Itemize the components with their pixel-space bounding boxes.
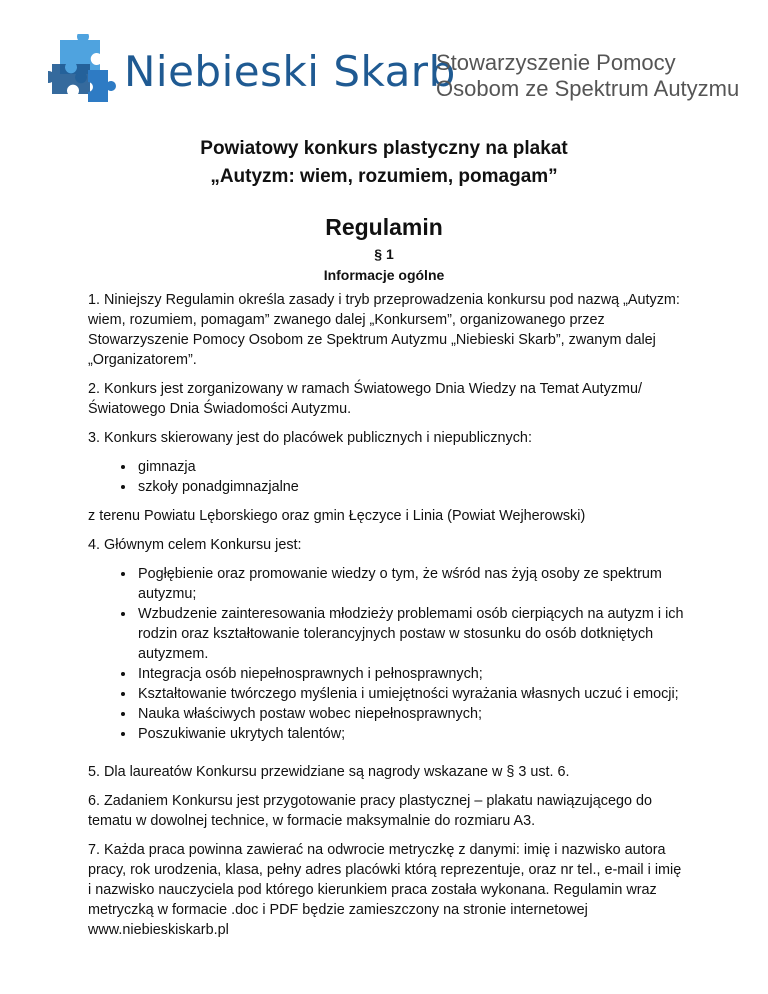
paragraph-2: 2. Konkurs jest zorganizowany w ramach Światowego Dnia Wiedzy na Temat Autyzmu/Światowego Dnia Świadomości Autyzmu. xyxy=(88,381,643,417)
section-title: Informacje ogólne xyxy=(323,267,445,283)
document-heading: Regulamin xyxy=(325,214,443,240)
list-item: • szkoły ponadgimnazjalne xyxy=(136,477,688,497)
section-number: § 1 xyxy=(374,246,394,262)
logo-subtitle xyxy=(436,50,739,102)
section-header xyxy=(0,244,768,286)
document-body xyxy=(88,290,688,949)
list-item: • Wzbudzenie zainteresowania młodzieży problemami osób cierpiących na autyzm i ich rodzin oraz kształtowanie tolerancyjnych postaw w stosunku do osób dotkniętych autyzmem. xyxy=(136,604,688,664)
document-title-line-2: „Autyzm: wiem, rozumiem, pomagam” xyxy=(210,166,558,187)
list-item: • Integracja osób niepełnosprawnych i pełnosprawnych; xyxy=(136,664,688,684)
logo-subtitle-line-1: Stowarzyszenie Pomocy xyxy=(436,50,676,75)
document-title-line-1: Powiatowy konkurs plastyczny na plakat xyxy=(200,138,568,159)
logo-name: Niebieski Skarb xyxy=(124,47,456,96)
target-list xyxy=(88,457,688,497)
title-block xyxy=(0,135,768,241)
goals-list xyxy=(88,564,688,744)
list-item: • Kształtowanie twórczego myślenia i umiejętności wyrażania własnych uczuć i emocji; xyxy=(136,684,688,704)
paragraph-7: 7. Każda praca powinna zawierać na odwrocie metryczkę z danymi: imię i nazwisko autora pracy, rok urodzenia, klasa, pełny adres placówki którą reprezentuje, oraz nr tel., e-mail i imię i nazwisko nauczyciela pod którego kierunkiem praca została wykonana. Regulamin wraz metryczką w formacie .doc i PDF będzie zamieszczony na stronie internetowej www.niebieskiskarb.pl xyxy=(88,842,682,938)
paragraph-3: 3. Konkurs skierowany jest do placówek publicznych i niepublicznych: xyxy=(88,430,532,446)
logo-subtitle-line-2: Osobom ze Spektrum Autyzmu xyxy=(436,76,740,101)
list-item: • Nauka właściwych postaw wobec niepełnosprawnych; xyxy=(136,704,688,724)
paragraph-4: 4. Głównym celem Konkursu jest: xyxy=(88,537,302,553)
paragraph-3-after: z terenu Powiatu Lęborskiego oraz gmin Łęczyce i Linia (Powiat Wejherowski) xyxy=(88,508,586,524)
paragraph-5: 5. Dla laureatów Konkursu przewidziane są nagrody wskazane w § 3 ust. 6. xyxy=(88,764,570,780)
list-item: • Pogłębienie oraz promowanie wiedzy o tym, że wśród nas żyją osoby ze spektrum autyzmu; xyxy=(136,564,688,604)
puzzle-logo-icon xyxy=(48,34,122,104)
list-item: • gimnazja xyxy=(136,457,688,477)
paragraph-1: 1. Niniejszy Regulamin określa zasady i tryb przeprowadzenia konkursu pod nazwą „Autyzm: wiem, rozumiem, pomagam” zwanego dalej „Konkursem”, organizowanego przez Stowarzyszenie Pomocy Osobom ze Spektrum Autyzmu „Niebieski Skarb”, zwanym dalej „Organizatorem”. xyxy=(88,292,680,368)
list-item: • Poszukiwanie ukrytych talentów; xyxy=(136,724,688,744)
paragraph-6: 6. Zadaniem Konkursu jest przygotowanie pracy plastycznej – plakatu nawiązującego do tematu w dowolnej technice, w formacie maksymalnie do rozmiaru A3. xyxy=(88,793,652,829)
header xyxy=(48,34,738,106)
